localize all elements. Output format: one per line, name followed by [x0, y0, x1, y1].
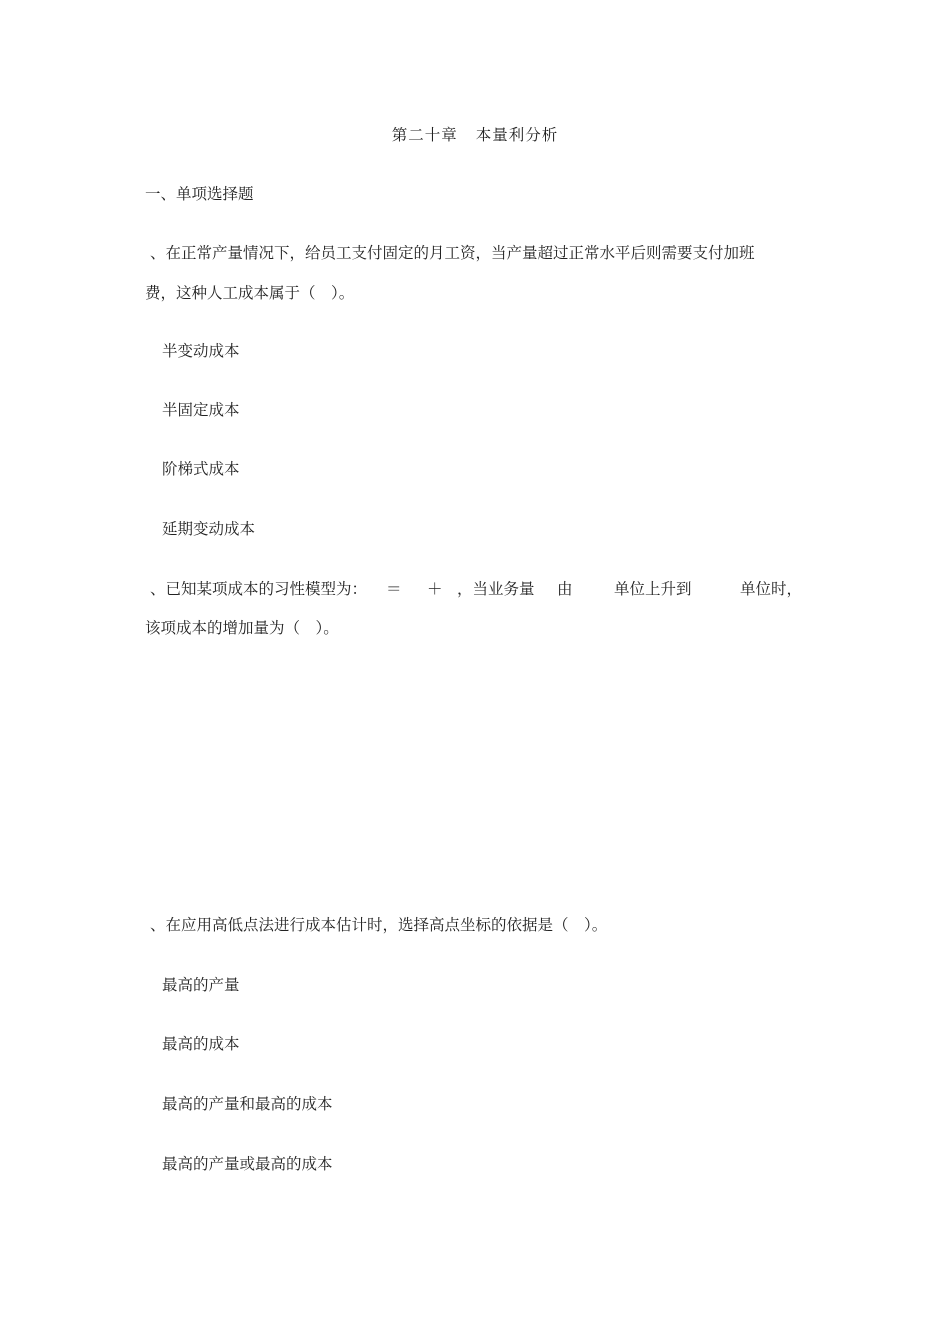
question-3-line-1: 、在应用高低点法进行成本估计时，选择高点坐标的依据是（ ）。 [150, 916, 608, 934]
question-1-option-d: 延期变动成本 [162, 520, 256, 538]
question-2-text-part-5: 单位时， [740, 580, 803, 598]
question-3-option-c: 最高的产量和最高的成本 [162, 1095, 333, 1113]
section-title: 一、单项选择题 [145, 185, 254, 203]
question-1-line-1: 、在正常产量情况下，给员工支付固定的月工资，当产量超过正常水平后则需要支付加班 [150, 244, 755, 262]
question-1-line-2: 费，这种人工成本属于（ ）。 [145, 284, 355, 302]
question-2-text-part-2: ，当业务量 [457, 580, 535, 598]
question-1-option-b: 半固定成本 [162, 401, 240, 419]
question-1-option-c: 阶梯式成本 [162, 460, 240, 478]
question-2-plus: ＋ [427, 580, 443, 598]
question-2-line-2: 该项成本的增加量为（ ）。 [145, 619, 339, 637]
question-3-option-d: 最高的产量或最高的成本 [162, 1155, 333, 1173]
question-2-text-part-4: 单位上升到 [614, 580, 692, 598]
chapter-number: 第二十章 [391, 126, 458, 144]
question-3-option-a: 最高的产量 [162, 976, 240, 994]
question-2-text-part-3: 由 [557, 580, 573, 598]
question-2-text-part-1: 、已知某项成本的习性模型为： [150, 580, 368, 598]
chapter-name: 本量利分析 [475, 126, 559, 144]
chapter-title [0, 125, 950, 145]
question-3-option-b: 最高的成本 [162, 1035, 240, 1053]
question-2-equals: ＝ [386, 580, 402, 598]
question-1-option-a: 半变动成本 [162, 342, 240, 360]
